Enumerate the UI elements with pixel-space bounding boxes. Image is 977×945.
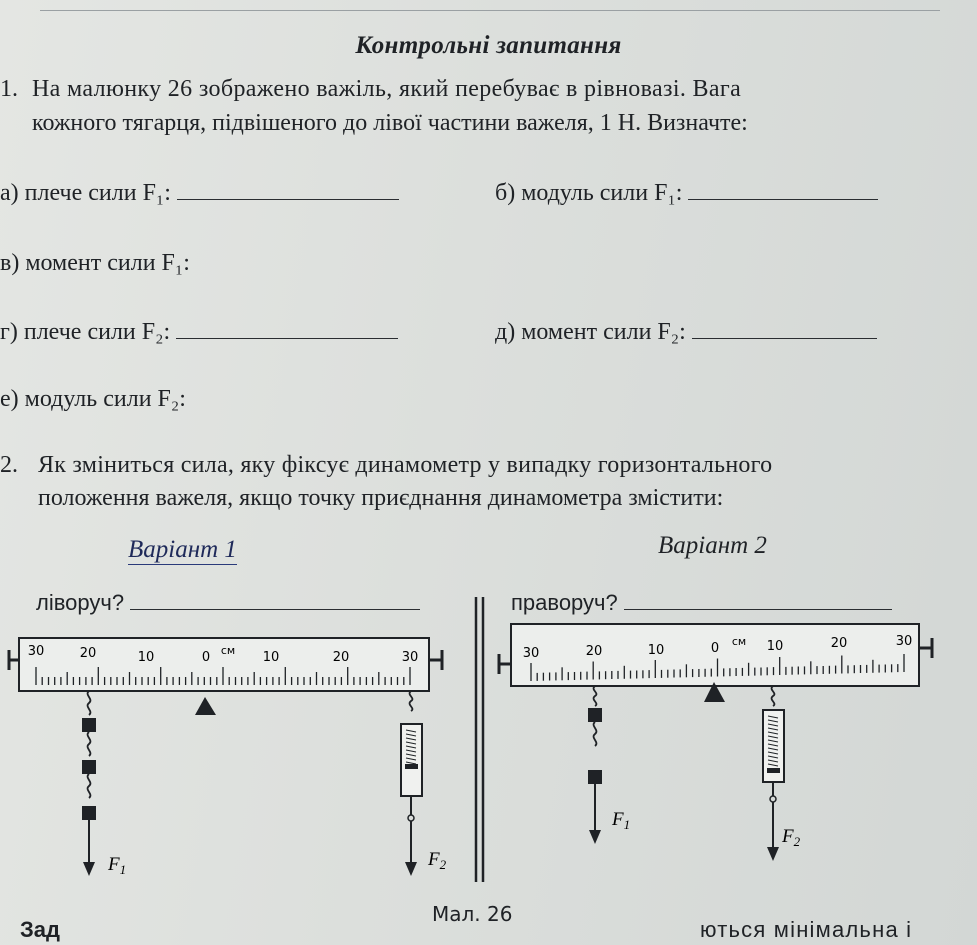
force-f1-label: $F_1$ [108,854,127,877]
item-b-label: модуль сили F₁: [521,180,683,206]
weight-2-1 [588,708,602,722]
r2-label-30L: 30 [522,646,540,661]
force-f1-label-2: $F_1$ [612,809,631,832]
section-title: Контрольні запитання [355,32,622,59]
bottom-text-fragment: ються мінімальна і [700,917,913,942]
item-g-label: плече сили F₂: [23,319,171,345]
r1-label-30R: 30 [401,650,419,665]
r1-label-10L: 10 [137,650,155,665]
r1-label-0: 0 [201,650,211,665]
weight-2-2 [588,770,602,784]
r2-label-20L: 20 [585,644,603,659]
force-f2-label-2: $F_2$ [782,826,801,849]
ruler-1-left-stopper [8,650,19,670]
r1-label-20R: 20 [332,650,350,665]
r1-label-10R: 10 [262,650,280,665]
item-d-letter: д) [495,319,516,345]
lever-variant-2 [499,624,932,855]
ruler-2-right-stopper [919,638,932,658]
r2-label-10L: 10 [647,643,665,658]
q2-number: 2. [0,452,18,478]
variant-1-label: Варіант 1 [128,536,237,563]
item-e-label: модуль сили F₂: [24,386,186,412]
q1-number: 1. [0,76,18,102]
r1-label-30L: 30 [27,644,45,659]
weight-3 [82,806,96,820]
r1-label-unit: см [220,644,236,657]
r2-label-0: 0 [710,641,720,656]
item-a-letter: а) [0,180,19,206]
item-b-letter: б) [495,180,516,206]
dynamometer-1 [401,691,422,870]
item-a-label: плече сили F₁: [24,180,171,206]
r2-label-unit: см [731,635,747,648]
q1-line1: На малюнку 26 зображено важіль, який перебуває в рівновазі. Вага [32,76,742,102]
dynamometer-2 [763,686,784,855]
force-f2-label-1: $F_2$ [428,849,447,872]
item-v-letter: в) [0,250,20,276]
ruler-2-left-stopper [499,654,511,674]
item-e-letter: е) [0,386,19,412]
ruler-1-right-stopper [429,650,442,670]
weight-1 [82,718,96,732]
right-question-text: праворуч? [511,590,618,615]
left-question-text: ліворуч? [36,590,125,615]
weight-2 [82,760,96,774]
q2-line1: Як зміниться сила, яку фіксує динамометр у випадку горизонтального [38,452,773,478]
figure-caption: Мал. 26 [432,902,513,926]
fulcrum-1 [195,697,216,715]
r2-label-10R: 10 [766,639,784,654]
r2-label-30R: 30 [895,634,913,649]
variant-2-label: Варіант 2 [658,532,767,559]
item-d-label: момент сили F₂: [521,319,686,345]
lever-variant-1 [8,638,447,877]
q2-line2: положення важеля, якщо точку приєднання динамометра змістити: [38,485,724,511]
bottom-left-fragment: Зад [20,917,60,942]
weights-chain [82,691,96,870]
r2-label-20R: 20 [830,636,848,651]
r1-label-20L: 20 [79,646,97,661]
q1-line2: кожного тягарця, підвішеного до лівої частини важеля, 1 Н. Визначте: [32,110,748,136]
item-v-label: момент сили F₁: [25,250,190,276]
weights-chain-2 [588,686,602,838]
item-g-letter: г) [0,319,18,345]
